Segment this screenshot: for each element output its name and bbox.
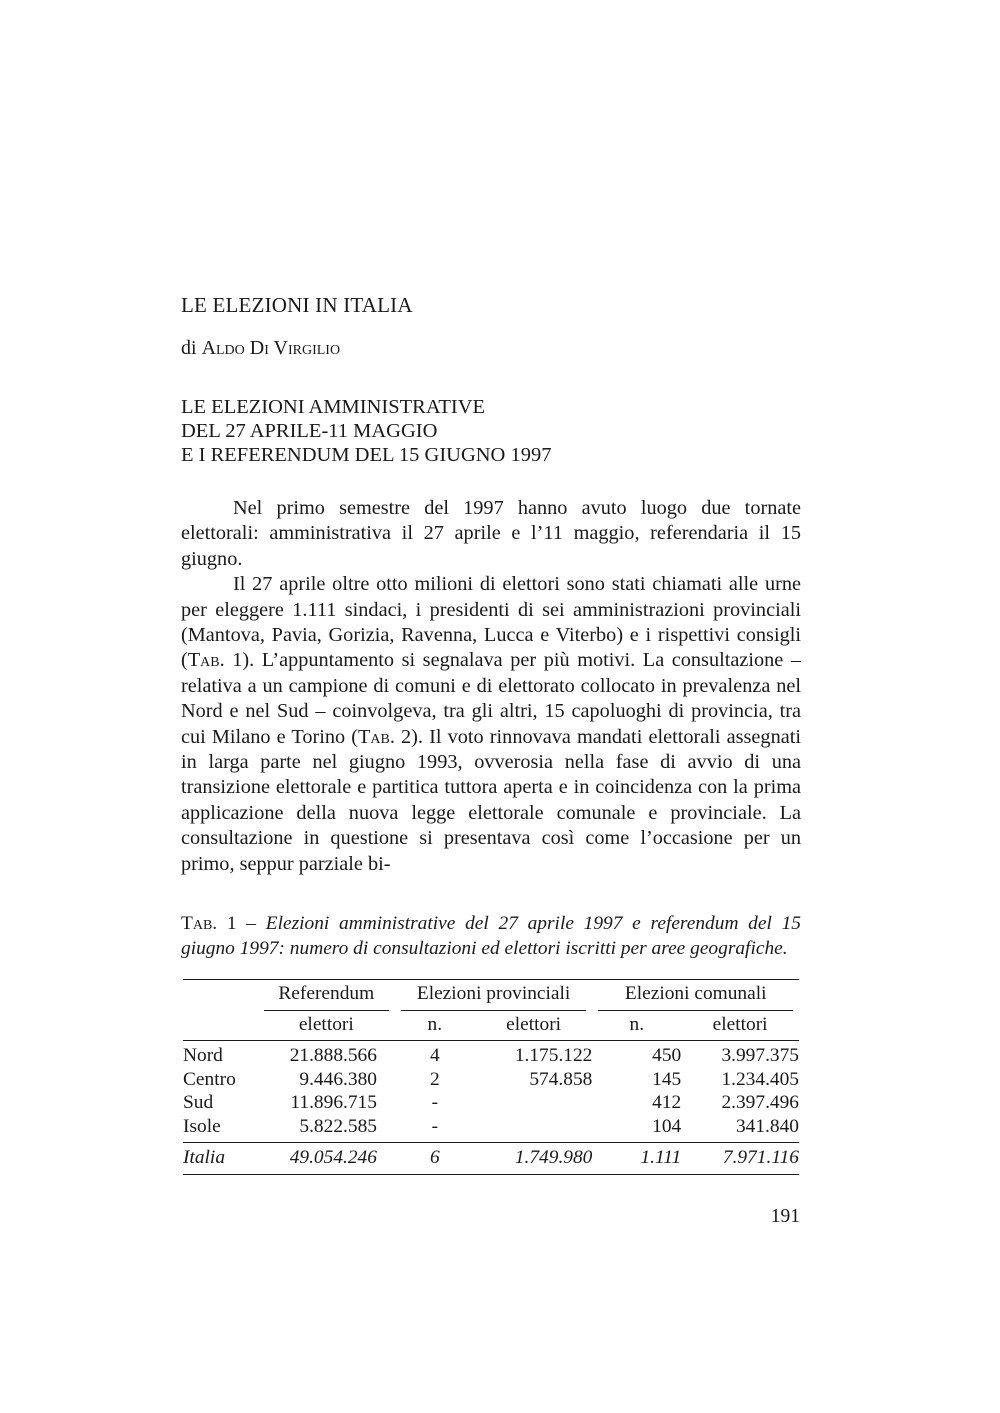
cell-value: 1.111 xyxy=(640,1147,682,1168)
page-number: 191 xyxy=(770,1206,800,1227)
data-table xyxy=(183,979,799,1175)
cell-value: 21.888.566 xyxy=(289,1045,377,1066)
author-name: Aldo Di Virgilio xyxy=(201,337,341,359)
cell-value: 49.054.246 xyxy=(289,1147,377,1168)
cell-value: 9.446.380 xyxy=(299,1068,377,1090)
cell-value: 1.749.980 xyxy=(514,1147,593,1168)
article-title-line: LE ELEZIONI AMMINISTRATIVE xyxy=(181,396,486,418)
paragraph-text: ). Il voto rinnovava mandati elettorali assegnati in larga parte nel giugno 1993, ovverosia nella fase di avvio di una transizione elettorale e partitica tuttora aperta e in coincidenza con la prima applicazione della nuova legge elettorale comunale e provinciale. La consultazione in questione si presentava così come l’occasione per un primo, seppur parziale bi- xyxy=(181,725,801,875)
cell-area: Sud xyxy=(183,1092,214,1113)
table-caption xyxy=(181,912,801,961)
table-sub-header-row xyxy=(183,1011,799,1041)
table-row xyxy=(183,1091,799,1115)
cell-value: 4 xyxy=(429,1045,440,1066)
cell-value: 7.971.116 xyxy=(722,1147,799,1168)
table-total-row xyxy=(183,1143,799,1175)
cell-value: 11.896.715 xyxy=(290,1092,377,1113)
table-reference: Tab. 2 xyxy=(358,725,412,748)
article-title-line: DEL 27 APRILE-11 MAGGIO xyxy=(181,420,438,442)
cell-value xyxy=(475,1091,593,1115)
subheader-elettori: elettori xyxy=(298,1013,354,1035)
table-caption-label: Tab. 1 – xyxy=(181,913,256,934)
cell-value: 450 xyxy=(652,1045,682,1066)
table-caption-text: Elezioni amministrative del 27 aprile 1997 e referendum del 15 giugno 1997: numero di consultazioni ed elettori iscritti per aree geografiche. xyxy=(181,913,801,959)
article-title xyxy=(181,395,801,467)
table-reference: Tab. 1 xyxy=(187,649,243,672)
body-text xyxy=(181,496,801,877)
cell-value: - xyxy=(431,1115,439,1137)
cell-value: 2.397.496 xyxy=(721,1092,799,1113)
table-row xyxy=(183,1068,799,1092)
cell-value: 412 xyxy=(652,1092,682,1113)
cell-value: 574.858 xyxy=(529,1068,593,1090)
cell-value: 104 xyxy=(652,1115,682,1137)
cell-value xyxy=(475,1115,593,1143)
cell-value: 145 xyxy=(652,1068,682,1090)
paragraph-text: Il 27 aprile oltre otto milioni di elettori sono stati chiamati alle urne per eleggere 1.111 sindaci, i presidenti di sei amministrazioni provinciali (Mantova, Pavia, Gorizia, Ravenna, Lucca e Viterbo) e i rispettivi consigli ( xyxy=(181,573,801,672)
subheader-elettori: elettori xyxy=(506,1013,562,1035)
header-elezioni-comunali: Elezioni comunali xyxy=(592,980,799,1011)
cell-value: - xyxy=(431,1092,439,1113)
header-elezioni-provinciali: Elezioni provinciali xyxy=(395,980,593,1011)
header-referendum: Referendum xyxy=(258,980,395,1011)
body-paragraph: Nel primo semestre del 1997 hanno avuto luogo due tornate elettorali: amministrativa il 27 aprile e l’11 maggio, referendaria il 15 giugno. xyxy=(181,497,801,570)
cell-area: Isole xyxy=(183,1115,221,1137)
table-group-header-row xyxy=(183,980,799,1011)
article-title-line: E I REFERENDUM DEL 15 GIUGNO 1997 xyxy=(181,444,552,466)
subheader-n: n. xyxy=(427,1013,443,1035)
cell-area: Nord xyxy=(183,1045,223,1066)
subheader-elettori: elettori xyxy=(712,1013,768,1035)
body-paragraph xyxy=(181,572,801,877)
cell-value: 5.822.585 xyxy=(299,1115,377,1137)
cell-value: 6 xyxy=(429,1147,440,1168)
cell-value: 3.997.375 xyxy=(721,1045,799,1066)
cell-value: 2 xyxy=(429,1068,440,1090)
table-row xyxy=(183,1115,799,1143)
cell-area: Italia xyxy=(183,1147,226,1168)
subheader-n: n. xyxy=(629,1013,645,1035)
cell-value: 1.234.405 xyxy=(721,1068,799,1090)
paragraph-text: ). L’appuntamento si segnalava per più motivi. La consultazione – relativa a un campione di comuni e di elettorato collocato in prevalenza nel Nord e nel Sud – coinvolgeva, tra gli altri, 15 capoluoghi di provincia, tra cui Milano e Torino ( xyxy=(181,649,802,748)
section-title: LE ELEZIONI IN ITALIA xyxy=(181,293,413,317)
cell-value: 341.840 xyxy=(735,1115,799,1137)
cell-value: 1.175.122 xyxy=(514,1045,593,1066)
byline-prefix: di xyxy=(181,337,197,359)
byline xyxy=(181,337,801,360)
table-row xyxy=(183,1041,799,1068)
cell-area: Centro xyxy=(183,1068,236,1090)
